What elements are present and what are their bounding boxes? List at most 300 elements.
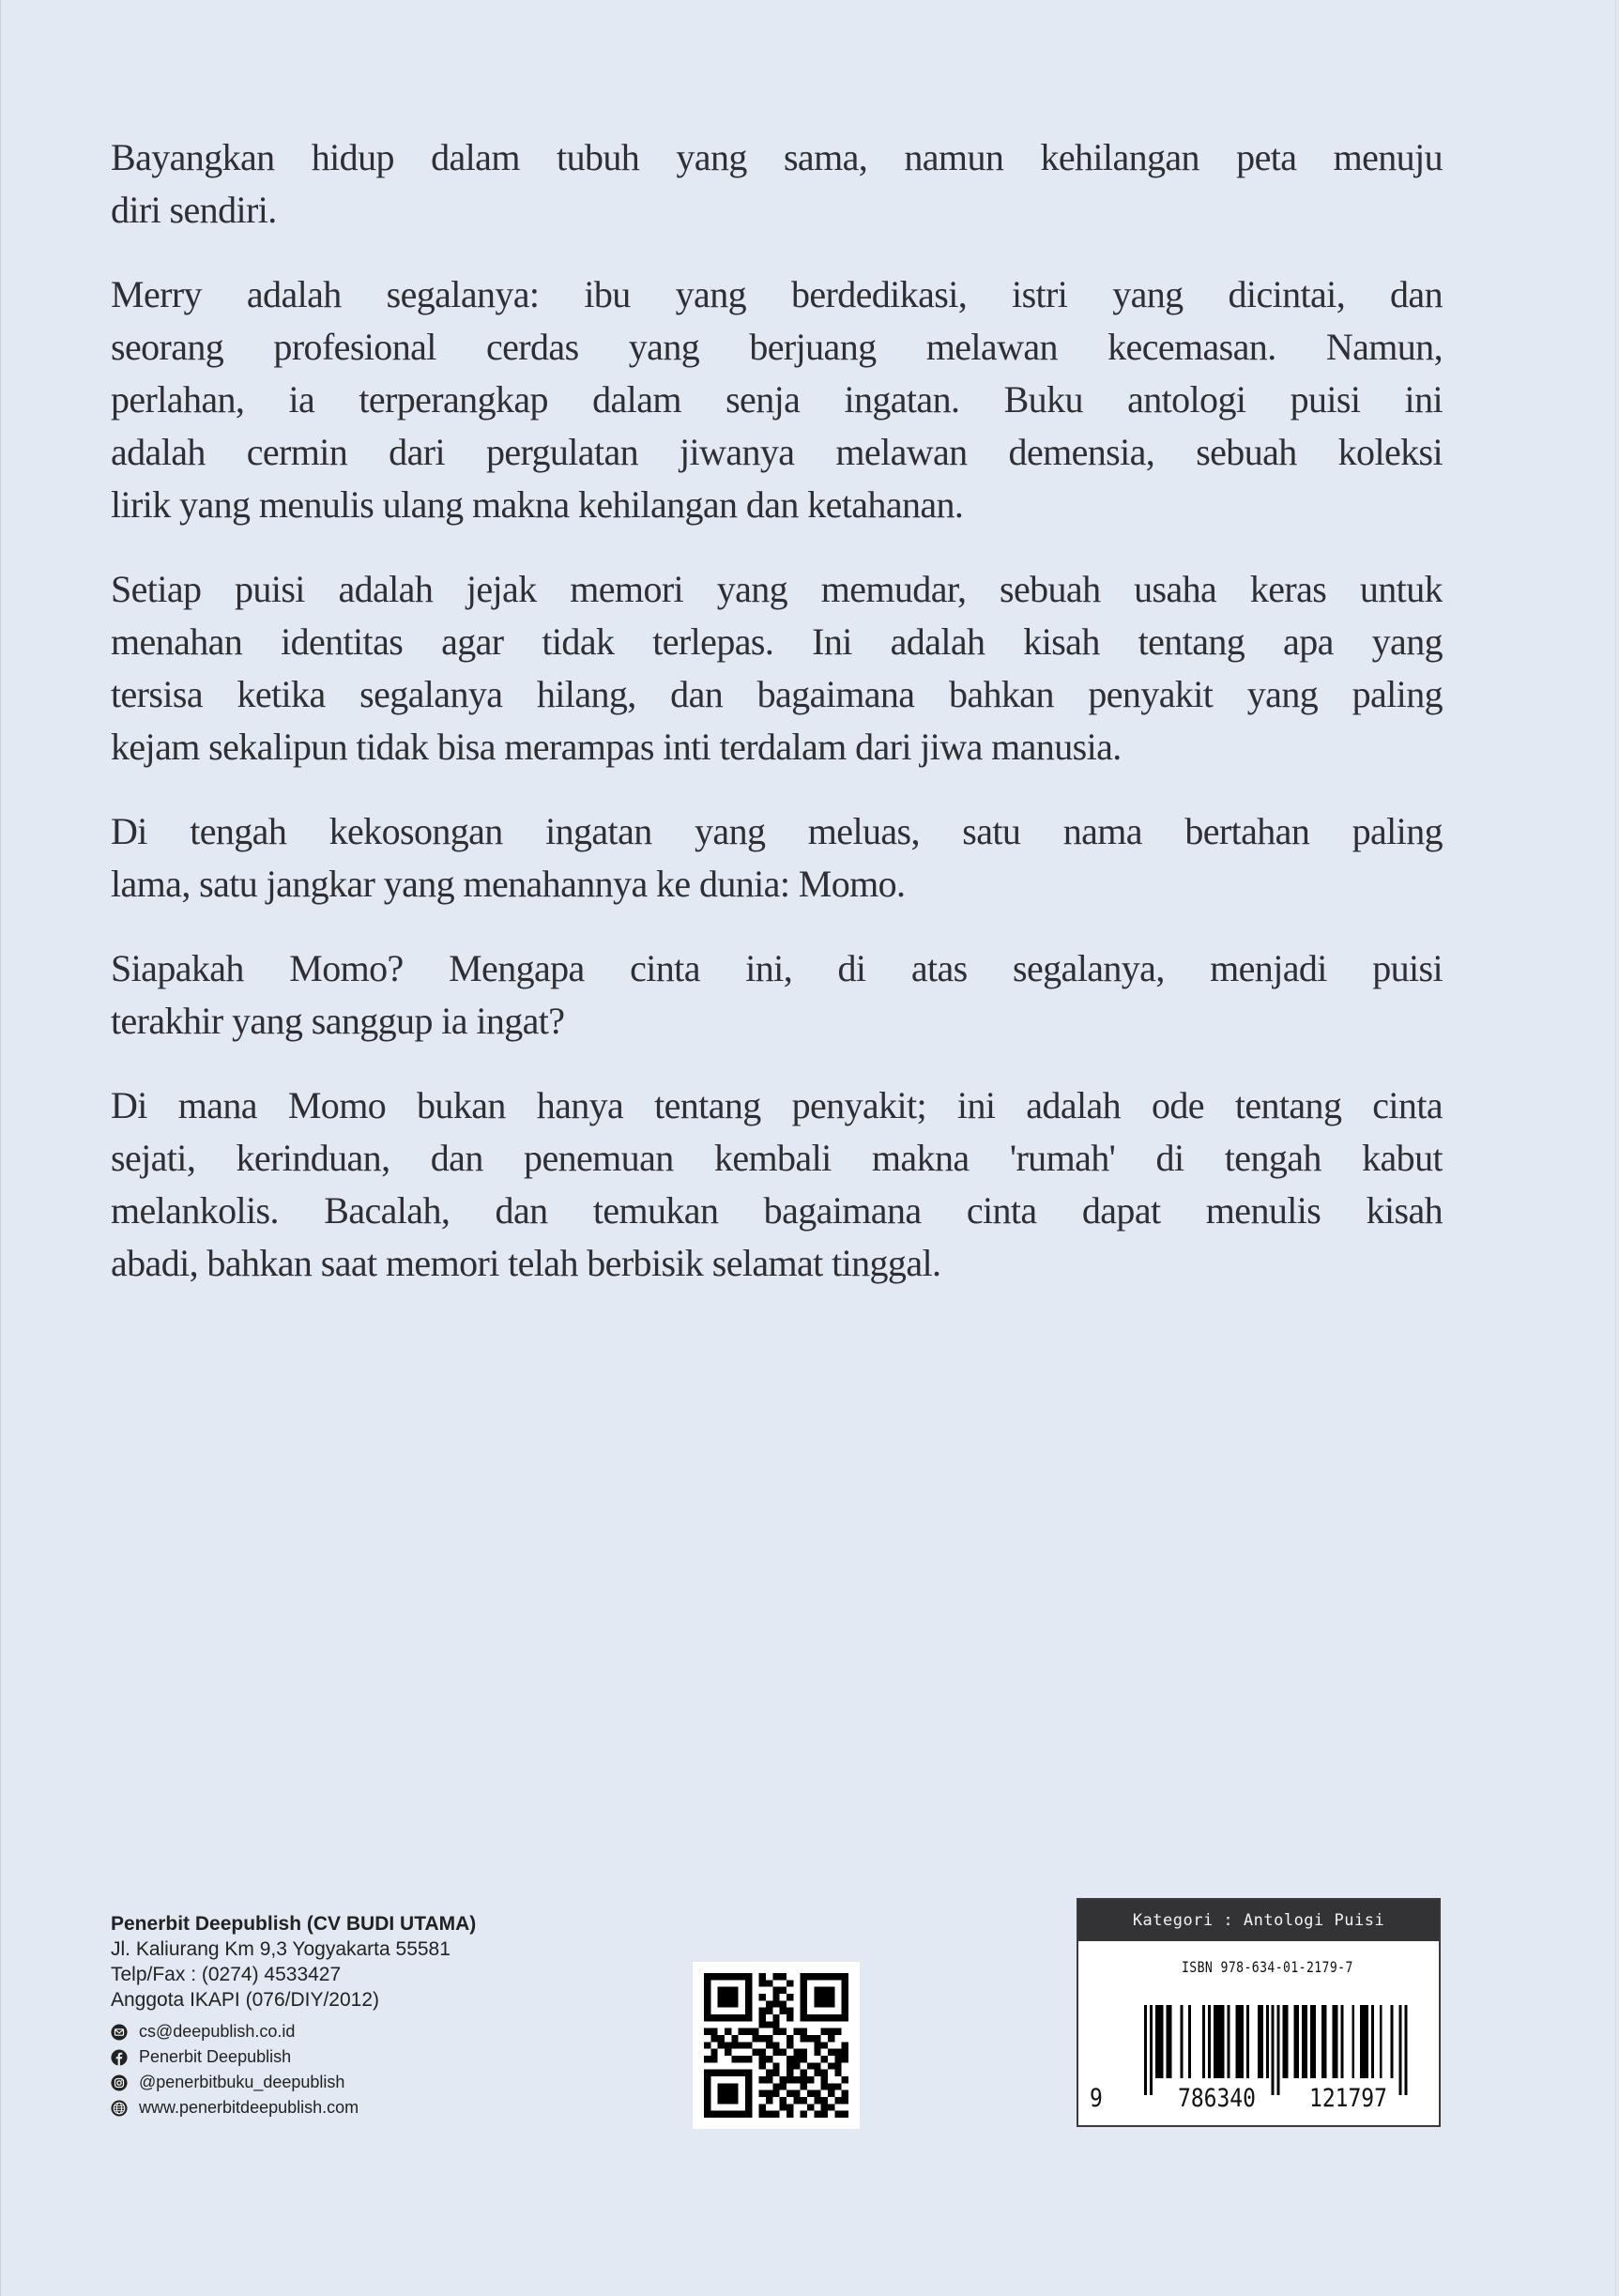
qr-module (807, 2014, 814, 2021)
qr-module (710, 2070, 717, 2076)
qr-module (772, 2111, 779, 2118)
qr-module (745, 2000, 752, 2007)
blurb-line: Bayangkan hidup dalam tubuh yang sama, namun kehilangan peta menuju (111, 136, 1443, 178)
barcode-bar (1150, 2005, 1153, 2095)
qr-module (759, 2111, 766, 2118)
qr-module (814, 2035, 820, 2042)
qr-module (739, 2028, 745, 2035)
qr-module (704, 2056, 710, 2062)
facebook-icon (111, 2049, 128, 2066)
barcode-bar (1272, 2005, 1275, 2095)
qr-module (842, 2000, 848, 2007)
qr-module (718, 1987, 725, 1994)
qr-module (745, 2008, 752, 2014)
qr-module (787, 2008, 793, 2014)
barcode-bar (1180, 2005, 1183, 2078)
qr-module (780, 1987, 787, 1994)
qr-module (828, 1973, 834, 1980)
qr-module (710, 2111, 717, 2118)
qr-module (704, 2008, 710, 2014)
qr-module (731, 2097, 738, 2104)
qr-module (834, 2070, 841, 2076)
qr-module (787, 2056, 793, 2062)
qr-module (814, 2090, 820, 2097)
qr-module (731, 2090, 738, 2097)
qr-module (745, 2111, 752, 2118)
qr-module (772, 1987, 779, 1994)
qr-module (710, 1973, 717, 1980)
qr-module (801, 1973, 807, 1980)
qr-module (807, 2090, 814, 2097)
qr-module (801, 2111, 807, 2118)
qr-module (745, 2104, 752, 2110)
qr-module (801, 2070, 807, 2076)
qr-code[interactable] (693, 1962, 860, 2129)
email-icon (111, 2024, 128, 2041)
qr-module (766, 2021, 772, 2028)
qr-module (745, 2028, 752, 2035)
qr-module (772, 2000, 779, 2007)
qr-module (745, 2076, 752, 2083)
qr-module (828, 2035, 834, 2042)
qr-module (710, 2035, 717, 2042)
barcode-bar (1169, 2005, 1172, 2078)
qr-module (842, 2111, 848, 2118)
qr-module (842, 2090, 848, 2097)
blurb-line: adalah cermin dari pergulatan jiwanya melawan demensia, sebuah koleksi (111, 431, 1443, 473)
qr-module (704, 2076, 710, 2083)
qr-module (793, 2028, 800, 2035)
qr-module (828, 2104, 834, 2110)
qr-module (718, 2097, 725, 2104)
qr-module (772, 2062, 779, 2069)
page-edge (0, 0, 1, 2296)
qr-module (704, 2090, 710, 2097)
qr-module (725, 2049, 731, 2056)
qr-module (814, 2062, 820, 2069)
qr-module (752, 2028, 758, 2035)
globe-icon (111, 2100, 128, 2117)
qr-module (759, 2090, 766, 2097)
qr-module (725, 1973, 731, 1980)
qr-module (842, 2076, 848, 2083)
qr-module (801, 1994, 807, 2000)
qr-module (759, 1973, 766, 1980)
isbn-barcode-box (1077, 1898, 1441, 2127)
qr-module (787, 1980, 793, 1986)
qr-module (780, 2008, 787, 2014)
barcode-bar (1391, 2005, 1394, 2078)
qr-module (780, 2028, 787, 2035)
qr-module (801, 2049, 807, 2056)
barcode-bar (1246, 2005, 1249, 2078)
barcode-bar (1360, 2005, 1363, 2078)
qr-module (787, 2035, 793, 2042)
qr-module (814, 1994, 820, 2000)
qr-module (731, 1987, 738, 1994)
contact-instagram-text[interactable]: @penerbitbuku_deepublish (139, 2073, 345, 2091)
barcode-bar (1321, 2005, 1324, 2078)
barcode-bar (1258, 2005, 1260, 2078)
barcode-bar (1352, 2005, 1354, 2078)
qr-module (759, 2049, 766, 2056)
qr-module (807, 2104, 814, 2110)
qr-module (766, 2090, 772, 2097)
qr-module (766, 2035, 772, 2042)
barcode-bar (1167, 2005, 1169, 2078)
qr-module (759, 2056, 766, 2062)
qr-module (725, 2014, 731, 2021)
qr-module (745, 1994, 752, 2000)
blurb-line: lama, satu jangkar yang menahannya ke dunia: Momo. (111, 863, 906, 905)
qr-module (731, 2056, 738, 2062)
qr-module (828, 2028, 834, 2035)
barcode-bar (1238, 2005, 1241, 2078)
qr-module (787, 2070, 793, 2076)
qr-module (704, 2111, 710, 2118)
qr-module (842, 2042, 848, 2048)
contact-email-text[interactable]: cs@deepublish.co.id (139, 2022, 296, 2041)
page-edge (1615, 0, 1616, 2296)
qr-module (766, 2076, 772, 2083)
qr-module (834, 2062, 841, 2069)
qr-module (772, 2021, 779, 2028)
qr-module (828, 2083, 834, 2089)
blurb-line: terakhir yang sanggup ia ingat? (111, 1000, 565, 1042)
qr-module (793, 2090, 800, 2097)
qr-module (704, 1980, 710, 1986)
qr-module (842, 2097, 848, 2104)
qr-module (745, 2090, 752, 2097)
qr-module (821, 2070, 828, 2076)
qr-module (834, 2111, 841, 2118)
qr-module (787, 2076, 793, 2083)
qr-module (828, 2062, 834, 2069)
qr-module (834, 2097, 841, 2104)
qr-module (731, 2035, 738, 2042)
qr-module (745, 1987, 752, 1994)
qr-module (704, 2000, 710, 2007)
qr-module (766, 2042, 772, 2048)
qr-module (814, 2097, 820, 2104)
qr-module (780, 2104, 787, 2110)
qr-module (821, 2028, 828, 2035)
qr-module (787, 2042, 793, 2048)
qr-module (718, 2083, 725, 2089)
barcode-bar (1296, 2005, 1299, 2078)
barcode-bar (1283, 2005, 1286, 2078)
qr-module (752, 2035, 758, 2042)
qr-module (739, 2014, 745, 2021)
barcode-bar (1222, 2005, 1225, 2078)
contact-website[interactable] (111, 2095, 476, 2120)
blurb-line: kejam sekalipun tidak bisa merampas inti terdalam dari jiwa manusia. (111, 726, 1122, 768)
blurb-paragraph (111, 805, 1443, 911)
qr-module (801, 2028, 807, 2035)
qr-module (801, 2008, 807, 2014)
blurb-paragraph (111, 563, 1443, 773)
qr-module (710, 2028, 717, 2035)
qr-module (725, 2000, 731, 2007)
qr-module (821, 1994, 828, 2000)
qr-module (704, 1973, 710, 1980)
qr-module (772, 2028, 779, 2035)
blurb-line: Di mana Momo bukan hanya tentang penyakit; ini adalah ode tentang cinta (111, 1084, 1443, 1126)
qr-module (710, 2049, 717, 2056)
barcode-bar (1336, 2005, 1338, 2078)
barcode-bar (1161, 2005, 1164, 2078)
qr-module (725, 1987, 731, 1994)
qr-module (793, 2097, 800, 2104)
blurb-line: menahan identitas agar tidak terlepas. Ini adalah kisah tentang apa yang (111, 620, 1443, 663)
qr-module (787, 2090, 793, 2097)
qr-module (787, 2111, 793, 2118)
qr-module (793, 2049, 800, 2056)
qr-module (807, 2076, 814, 2083)
qr-module (821, 2000, 828, 2007)
barcode-bar (1371, 2005, 1374, 2078)
qr-module (766, 2000, 772, 2007)
barcode-bar (1324, 2005, 1327, 2078)
barcode-bar (1208, 2005, 1211, 2078)
qr-module (834, 2028, 841, 2035)
qr-module (772, 1973, 779, 1980)
qr-module (807, 2062, 814, 2069)
qr-module (834, 1973, 841, 1980)
qr-module (766, 2097, 772, 2104)
qr-module (731, 2083, 738, 2089)
qr-module (739, 2111, 745, 2118)
blurb-line: tersisa ketika segalanya hilang, dan bagaimana bahkan penyakit yang paling (111, 673, 1443, 715)
qr-module (828, 1987, 834, 1994)
publisher-address: Jl. Kaliurang Km 9,3 Yogyakarta 55581 (111, 1938, 451, 1960)
qr-module (725, 1994, 731, 2000)
qr-module (807, 2035, 814, 2042)
publisher-info (111, 1911, 476, 2120)
barcode-bar (1340, 2005, 1343, 2078)
qr-module (821, 2097, 828, 2104)
contact-facebook[interactable] (111, 2044, 476, 2070)
qr-module (834, 2014, 841, 2021)
blurb-line: sejati, kerinduan, dan penemuan kembali makna 'rumah' di tengah kabut (111, 1137, 1443, 1179)
isbn-number: ISBN 978-634-01-2179-7 (1182, 1958, 1353, 1976)
barcode-bar (1293, 2005, 1296, 2078)
blurb-line: diri sendiri. (111, 189, 277, 231)
qr-module (828, 2049, 834, 2056)
qr-module (745, 2056, 752, 2062)
qr-module (759, 2104, 766, 2110)
qr-module (842, 2049, 848, 2056)
barcode-bar (1241, 2005, 1244, 2078)
qr-module (718, 2000, 725, 2007)
qr-module (801, 1980, 807, 1986)
contact-facebook-text[interactable]: Penerbit Deepublish (139, 2047, 292, 2066)
category-label: Kategori : Antologi Puisi (1078, 1900, 1439, 1941)
qr-module (787, 2104, 793, 2110)
qr-module (739, 2056, 745, 2062)
qr-module (814, 2014, 820, 2021)
qr-module (834, 2056, 841, 2062)
qr-module (745, 2097, 752, 2104)
blurb-line: Setiap puisi adalah jejak memori yang memudar, sebuah usaha keras untuk (111, 568, 1443, 610)
qr-module (842, 1994, 848, 2000)
qr-module (725, 2090, 731, 2097)
blurb-paragraph (111, 1079, 1443, 1290)
qr-module (814, 2049, 820, 2056)
barcode-bar (1363, 2005, 1366, 2078)
qr-module (772, 2070, 779, 2076)
qr-module (704, 2014, 710, 2021)
qr-module (801, 2056, 807, 2062)
qr-module (704, 2042, 710, 2048)
qr-module (780, 2000, 787, 2007)
contact-email[interactable] (111, 2019, 476, 2044)
qr-module (842, 1987, 848, 1994)
qr-module (731, 1994, 738, 2000)
qr-module (772, 2090, 779, 2097)
qr-module (821, 2056, 828, 2062)
qr-module (704, 1994, 710, 2000)
qr-module (780, 2097, 787, 2104)
barcode-bar (1202, 2005, 1205, 2078)
qr-module (745, 1980, 752, 1986)
qr-module (828, 2014, 834, 2021)
qr-module (834, 2083, 841, 2089)
qr-module (704, 1987, 710, 1994)
qr-module (766, 1980, 772, 1986)
qr-module (834, 2049, 841, 2056)
qr-module (725, 2028, 731, 2035)
qr-module (766, 2070, 772, 2076)
blurb-paragraph (111, 131, 1443, 237)
qr-code-pattern (704, 1973, 848, 2118)
blurb-line: perlahan, ia terperangkap dalam senja ingatan. Buku antologi puisi ini (111, 378, 1443, 421)
qr-module (759, 2014, 766, 2021)
barcode-bar (1266, 2005, 1269, 2078)
blurb-line: Siapakah Momo? Mengapa cinta ini, di atas segalanya, menjadi puisi (111, 947, 1443, 989)
qr-module (801, 1987, 807, 1994)
qr-module (759, 1994, 766, 2000)
blurb-line: seorang profesional cerdas yang berjuang melawan kecemasan. Namun, (111, 326, 1443, 368)
qr-module (704, 2070, 710, 2076)
qr-module (814, 2042, 820, 2048)
qr-module (780, 2083, 787, 2089)
qr-module (710, 2014, 717, 2021)
qr-module (801, 2097, 807, 2104)
barcode-bar (1277, 2005, 1280, 2095)
qr-module (766, 2008, 772, 2014)
qr-module (842, 2056, 848, 2062)
qr-module (801, 2014, 807, 2021)
barcode-bar (1260, 2005, 1263, 2078)
qr-module (821, 2042, 828, 2048)
qr-module (801, 2035, 807, 2042)
barcode-bar (1366, 2005, 1368, 2078)
qr-module (739, 2042, 745, 2048)
qr-module (718, 2090, 725, 2097)
barcode-bar (1398, 2005, 1401, 2095)
qr-module (718, 2014, 725, 2021)
qr-module (780, 2049, 787, 2056)
qr-module (725, 2083, 731, 2089)
qr-module (704, 2028, 710, 2035)
qr-module (718, 1994, 725, 2000)
qr-module (814, 2111, 820, 2118)
barcode-bar (1380, 2005, 1382, 2078)
qr-module (718, 1973, 725, 1980)
blurb-line: abadi, bahkan saat memori telah berbisik selamat tinggal. (111, 1242, 941, 1284)
qr-module (718, 2070, 725, 2076)
qr-module (759, 2076, 766, 2083)
contact-instagram[interactable] (111, 2070, 476, 2095)
barcode-bar (1219, 2005, 1222, 2078)
blurb-line: lirik yang menulis ulang makna kehilangan dan ketahanan. (111, 483, 964, 526)
qr-module (718, 2035, 725, 2042)
barcode-bar (1404, 2005, 1407, 2095)
back-cover-blurb (111, 131, 1443, 1322)
qr-module (772, 2042, 779, 2048)
qr-module (801, 2083, 807, 2089)
qr-module (821, 2083, 828, 2089)
qr-module (814, 1987, 820, 1994)
publisher-ikapi: Anggota IKAPI (076/DIY/2012) (111, 1989, 380, 2011)
qr-module (745, 1973, 752, 1980)
qr-module (718, 2111, 725, 2118)
qr-module (842, 2008, 848, 2014)
blurb-paragraph (111, 942, 1443, 1048)
barcode-bar (1214, 2005, 1216, 2078)
qr-module (814, 1973, 820, 1980)
qr-module (780, 1973, 787, 1980)
qr-module (759, 2035, 766, 2042)
qr-module (704, 2097, 710, 2104)
blurb-paragraph (111, 268, 1443, 531)
qr-module (793, 2062, 800, 2069)
qr-module (772, 2014, 779, 2021)
qr-module (725, 2111, 731, 2118)
qr-module (814, 2070, 820, 2076)
qr-module (787, 1994, 793, 2000)
barcode-digits-right: 121797 (1309, 2084, 1387, 2113)
barcode-bar (1333, 2005, 1336, 2078)
contact-website-text[interactable]: www.penerbitdeepublish.com (139, 2098, 359, 2117)
qr-module (704, 2104, 710, 2110)
barcode-bar (1188, 2005, 1191, 2078)
qr-module (793, 2076, 800, 2083)
barcode-bar (1310, 2005, 1313, 2078)
qr-module (772, 2049, 779, 2056)
barcode-bar (1302, 2005, 1305, 2078)
qr-module (787, 2014, 793, 2021)
publisher-name: Penerbit Deepublish (CV BUDI UTAMA) (111, 1913, 477, 1935)
qr-module (807, 1973, 814, 1980)
qr-module (731, 2070, 738, 2076)
qr-module (759, 1980, 766, 1986)
publisher-contacts (111, 2019, 476, 2120)
barcode-bar (1158, 2005, 1161, 2078)
barcode-bar (1305, 2005, 1307, 2078)
qr-module (739, 1973, 745, 1980)
qr-module (731, 2111, 738, 2118)
qr-module (725, 2097, 731, 2104)
barcode-bar (1235, 2005, 1238, 2078)
qr-module (725, 2042, 731, 2048)
qr-module (772, 2083, 779, 2089)
qr-module (752, 2049, 758, 2056)
barcode-digit-first: 9 (1090, 2084, 1103, 2113)
qr-module (821, 2076, 828, 2083)
qr-module (793, 2056, 800, 2062)
